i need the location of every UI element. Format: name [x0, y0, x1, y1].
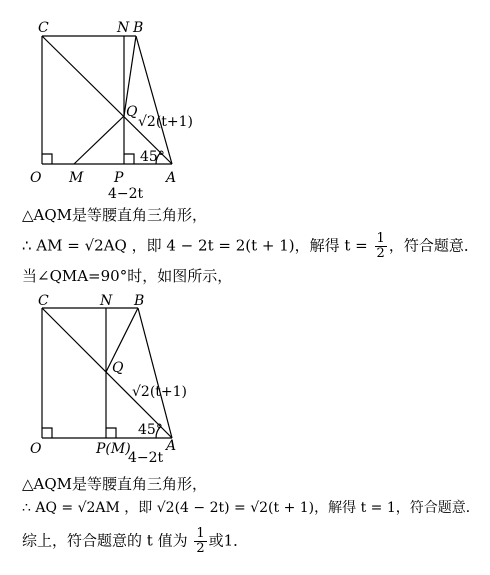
label-B: B	[133, 20, 144, 36]
label-A: A	[166, 170, 177, 186]
text1-line2-b: ，符合题意．	[388, 236, 479, 255]
text1-line3: 当∠QMA=90°时，如图所示，	[22, 267, 233, 285]
angle-label: 45°	[140, 149, 165, 165]
fraction-half-2	[194, 527, 206, 556]
segment-label-aq: √2(t+1)	[138, 114, 194, 130]
text2-line3	[22, 527, 248, 556]
fraction-half-1	[375, 232, 387, 261]
figure-2-diagram	[0, 290, 230, 465]
segment-label-aq: √2(t+1)	[132, 384, 188, 400]
label-Q: Q	[112, 360, 124, 376]
text2-line2: ∴ AQ = √2AM ，即 √2(4 − 2t) = √2(t + 1)，解得 t = 1，符合题意．	[22, 500, 480, 516]
label-C: C	[38, 20, 49, 36]
text1-line1: △AQM是等腰直角三角形，	[22, 206, 208, 224]
label-N: N	[117, 20, 130, 36]
angle-label: 45°	[138, 422, 163, 438]
bottom-length-label: 4−2t	[128, 450, 164, 465]
bottom-length-label: 4−2t	[108, 186, 144, 200]
text1-line2	[22, 232, 479, 261]
fraction-numerator: 1	[376, 231, 385, 246]
text2-line3-a: 综上，符合题意的 t 值为	[22, 531, 193, 550]
label-M: M	[69, 170, 84, 186]
text1-line2-a: ∴ AM = √2AQ ，即 4 − 2t = 2(t + 1)，解得 t =	[22, 236, 373, 255]
fraction-denominator: 2	[196, 541, 205, 556]
figure-2	[0, 290, 230, 465]
label-O: O	[30, 170, 42, 186]
figure-1	[0, 10, 230, 200]
label-N: N	[100, 293, 113, 309]
label-Q: Q	[126, 104, 138, 120]
fraction-numerator: 1	[196, 526, 205, 541]
label-C: C	[38, 293, 49, 309]
text2-line1: △AQM是等腰直角三角形，	[22, 475, 208, 493]
text2-line3-b: 或1．	[208, 531, 249, 550]
label-PM: P(M)	[96, 441, 131, 457]
label-A: A	[166, 438, 177, 454]
figure-1-diagram	[0, 10, 230, 200]
label-O: O	[30, 441, 42, 457]
label-P: P	[114, 170, 124, 186]
fraction-denominator: 2	[376, 246, 385, 261]
label-B: B	[134, 293, 145, 309]
